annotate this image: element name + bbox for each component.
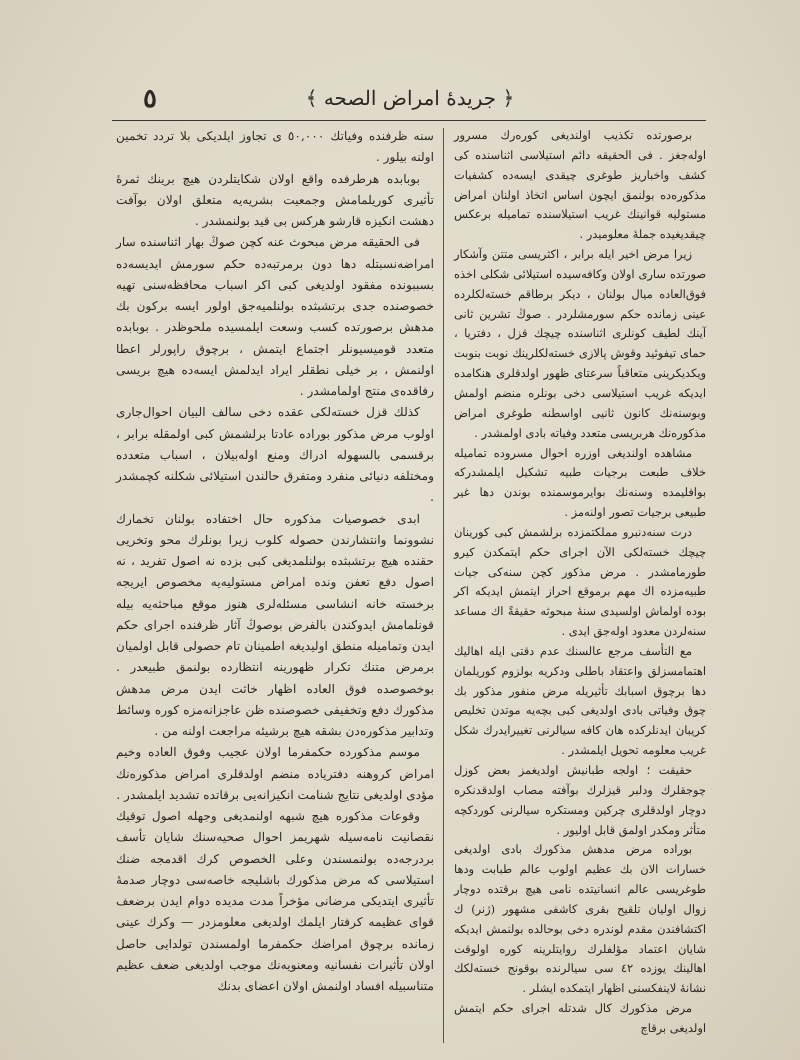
paragraph: برصورتده تكذيب اولنديغى كوره‌رك مسرور اوله‌جغز . فى الحقيقه دائم استيلاسى اثناسنده كى كشف واخباريز طوغرى چيقدى ايسه‌ده كشفيات مذكوره‌ده بولنمق ايچون اساس اتخاذ اولنان امراض مستوليه قوانينك غريب استيلاسنده تماميله برعكس چيقديغيده جملهٔ معلوميدر .	[454, 128, 706, 242]
left-column	[116, 126, 434, 997]
paragraph: موسم مذكورده حكمفرما اولان عجيب وفوق العاده وخيم امراض كروهنه دفتريا‌ده منضم اولدقلرى امراض مذكوره‌نك مؤدى اولديغى نتايج شنامت انكيزانه‌يى برقاتده تشديد ايلمشدر .	[116, 745, 434, 802]
paragraph: فى الحقيقه مرض مبحوث عنه كچن صوڭ بهار اثناسنده سار امراضه‌نسبتله دها دون برمرتبه‌ده حكم سورمش ايديسه‌ده بسببونده مفقود اولديغى كبى اكر اسباب محافظه‌سنى تهيه خصوصنده جدى برتشبثده بولنلميه‌جق اولور ايسه بركون بك مدهش برصورتده كسب وسعت ايلمسيده ملحوظدر . بوبابده متعدد قوميسيونلر اجتماع ايتمش ، برچوق راپورلر اعطا اولنمش ، بر خيلى نطقلر ايراد ايدلمش ايسه‌ده هيچ بريسى رفاقده‌ى منتج اولمامشدر .	[116, 235, 434, 398]
paragraph: حقيقت ؛ اولجه طبانيش اولديغمز بعض كوزل چوجقلرك ودلبر قيزلرك بوآفته مصاب اولدقدنكره دوچار اولدقلرى چركين ومستكره سيالرنى كوردكچه متأثر ومكدر اولمق قابل اوليور .	[454, 763, 706, 837]
paragraph: مع التأسف مرجع عالسنك عدم دقتى ايله اهاليك اهتمامسزلق واعتقاد باطلى ودكريه بولزوم كوريلمان دها برچوق اسبابك تأثيريله مرض منفور مذكور بك چوق وفياتى بادى اولديغى كبى بچه‌يه موتدن تخليص كريبان ايدنلركده هان كافه سيالرنى تغييرايدرك شكل غريب معلومه تحويل ايلمشدر .	[454, 643, 706, 758]
paragraph: بوراده مرض مدهش مذكورك بادى اولديغى خسارات الان بك عظيم اولوب عالم طبابت ودها طوغريسى عالم انسانيتده نامى هيچ برقتده دوچار زوال اوليان تلقيح بقرى كاشفى مشهور (ژنر) ك اكتشافندن مقدم لوندره دخى بوحالده بولنمش ايديكه شايان اعتماد مؤلفلرك روايتلرينه كوره اولوقت اهالينك يوزده ٤٢ سى سيالرنده بوقونج خسته‌لكك نشانهٔ لاينفكسنى اظهار ايتمكده ايشلر .	[454, 842, 706, 996]
paragraph: وقوعات مذكوره هيچ شبهه اولنمديغى وجهله اصول توقيك نقصانيت نامه‌سيله شهريمز احوال صحيه‌سنك شايان تأسف بردرجه‌ده بولنمسندن وعلى الخصوص كرك اقدمجه ضنك استيلاسى كه مرض مذكورك باشليجه خاصه‌سى دوچار صدمهٔ تأثيرى ايتديكى مرضانى مؤخراً مدت مديده دوام ايدن برضعف قواى عظيمه كرفتار ايلمك اولديغى معلومزدر — وكرك عينى زمانده برچوق امراضك حكمفرما اولمسندن تولدايى حاصل اولان تأثيرات نفسانيه ومعنويه‌نك موجب اولديغى ضعف عظيم متناسبيله افساد اولنمش اولان اعضاى بدنك	[116, 809, 434, 993]
page-number: ٥	[143, 84, 157, 114]
right-column	[454, 126, 706, 1039]
header-rule	[112, 120, 706, 121]
paragraph: زيرا مرض اخير ايله برابر ، اكثريسى متتن وآشكار صورتده سارى اولان وكافه‌سيده استيلائى شكلى اخذه فوق‌العاده ميال بولنان ، ديكر برطاقم خسته‌لكلرده عينى زمانده حكم سورمشلردر . صوڭ تشرين ثانى آينك لطيف كونلرى اثناسنده چيچك قزل ، دفتريا ، حماى تيفوئيد وقوش پالازى خسته‌لكلرينك نوبت بنوبت ويكديكرينى متعاقباً سرعتاى ظهور اولدقلرى هنكامده ايديكه غريب استيلاسى دخى بونلره منضم اولمش وبوسنه‌نك كانون ثانيى اواسطنه طوغرى امراض مذكوره‌نك هربريسى متعدد وفياته بادى اولمشدر .	[454, 247, 706, 440]
page-header-title: ﴿ جريدهٔ امراض الصحه ﴾	[305, 86, 515, 110]
paragraph: ابدى خصوصيات مذكوره حال اختفاده بولنان تخمارك نشوونما وانتشارندن حصوله كلوب زيرا بونلرك محو وتخريى حقنده هيچ برتشبثده بولنلمديغى كبى بزده نه اصول تفريد ، نه اصول دفع تعفن ونده امراض مستوليه‌يه مخصوص ايريجه برخسته خانه انشاسى مسئله‌لرى هنوز موقع مباحثه‌يه بيله قونلمامش ايدوكندن بالفرض بوصوڭ آثار ظرفنده اجراى حكم ايدن وتماميله منطق اوليديغه اطمينان تام حصولى قابل اولميان برمرض متنك تكرار ظهورينه انتظارده بولنمق طبيعدر . بوخصوصده فوق العاده اظهار خاثت ايدن مرض مدهش مذكورك دفع وتخفيفى خصوصنده ظن عاجزانه‌مزه كوره وسائط وتدابير مذكوره‌دن بشقه هيچ برشيئه مراجعت اولنه من .	[116, 511, 434, 738]
paragraph: مشاهده اولنديغى اوزره احوال مسروده تماميله خلاف طبعت برجيات طبيه تشكيل ايلمشدركه بوافليمده وسنه‌نك بوايرموسمنده بوندن دها غير طبيعى برجيات تصور اولنه‌مز .	[454, 445, 706, 520]
paragraph: مرض مذكورك كال شدتله اجراى حكم ايتمش اولديغى برقاچ	[454, 1001, 706, 1035]
paragraph: كذلك قزل خسته‌لكى عقده دخى سالف البيان احوال‌جارى اولوب مرض مذكور بوراده عادتا برلشمش كبى اولمقله برابر ، برقسمى بالسهوله ادراك ومنع اوله‌بيلان ، اسباب متعدده ومختلفه دنيائى منفرد ومتفرق حالندن استيلائى شكلنه كچمشدر .	[116, 405, 434, 505]
paragraph: بوبابده هرطرفده واقع اولان شكايتلردن هيچ برينك ثمرهٔ تأثيرى كوريلمامش وجمعيت بشريه‌يه متعلق اولان بوآفت دهشت انكيزه قارشو هركس بى قيد بولنمشدر .	[116, 171, 434, 228]
paragraph: درت سنه‌دنبرو مملكتمزده برلشمش كبى كورينان چيچك خسته‌لكى الآن اجراى حكم ايتمكدن كيرو طورمامشدر . مرض مذكور كچن سنه‌كى جيات طبيه‌مزده اك مهم برموقع احراز ايتمش ايديكه اكر بوده اولماش اولسيدى سنهٔ مبحوثه حقيقةً اك مساعد سنه‌لردن معدود اوله‌جق ايدى .	[454, 524, 706, 639]
paragraph: سنه ظرفنده وفياتك ٥٠,٠٠٠ ى تجاوز ايلديكى بلا تردد تخمين اولنه بيلور .	[116, 129, 434, 165]
column-divider	[443, 128, 444, 1043]
